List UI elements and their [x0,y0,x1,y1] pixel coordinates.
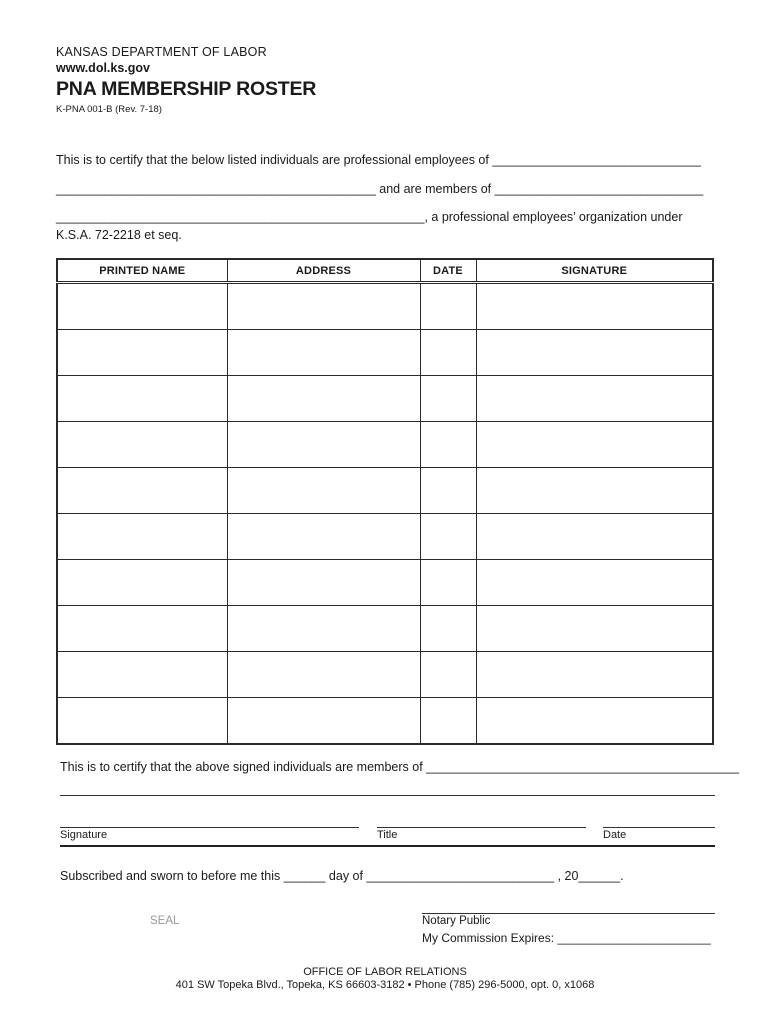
signature-label: Signature [60,829,108,841]
address-cell[interactable] [227,698,420,745]
commission-expires: My Commission Expires: _______________________ [422,931,711,945]
date-cell[interactable] [420,698,476,745]
date-label: Date [603,829,627,841]
table-row [57,652,713,698]
table-row [57,606,713,652]
signature-line[interactable] [60,827,359,828]
roster-table-wrapper [56,258,714,745]
table-row [57,376,713,422]
seal-label: SEAL [150,915,180,927]
form-number: K-PNA 001-B (Rev. 7-18) [56,104,162,115]
col-date: DATE [420,259,476,283]
members-certify-text: This is to certify that the above signed individuals are members of _____________________________________________ [60,760,739,774]
printed-name-cell[interactable] [57,283,227,330]
table-row [57,514,713,560]
col-address: ADDRESS [227,259,420,283]
signature-cell[interactable] [476,468,713,514]
printed-name-cell[interactable] [57,514,227,560]
printed-name-cell[interactable] [57,422,227,468]
table-row [57,468,713,514]
col-printed-name: PRINTED NAME [57,259,227,283]
printed-name-cell[interactable] [57,330,227,376]
date-cell[interactable] [420,606,476,652]
address-cell[interactable] [227,652,420,698]
printed-name-cell[interactable] [57,376,227,422]
col-signature: SIGNATURE [476,259,713,283]
address-cell[interactable] [227,606,420,652]
date-line[interactable] [603,827,715,828]
certification-line-1: This is to certify that the below listed individuals are professional employees of ______________________________ [56,153,701,167]
signature-cell[interactable] [476,283,713,330]
signature-cell[interactable] [476,330,713,376]
address-cell[interactable] [227,514,420,560]
table-row [57,283,713,330]
notary-public-label: Notary Public [422,915,491,927]
printed-name-cell[interactable] [57,698,227,745]
roster-header-row [57,259,713,283]
date-cell[interactable] [420,514,476,560]
signature-cell[interactable] [476,422,713,468]
signature-cell[interactable] [476,698,713,745]
date-cell[interactable] [420,468,476,514]
agency-name: KANSAS DEPARTMENT OF LABOR [56,45,267,59]
table-row [57,560,713,606]
certification-line-2: ______________________________________________ and are members of ______________________________ [56,182,704,196]
date-cell[interactable] [420,376,476,422]
table-row [57,330,713,376]
agency-website: www.dol.ks.gov [56,61,150,75]
address-cell[interactable] [227,376,420,422]
printed-name-cell[interactable] [57,652,227,698]
signature-cell[interactable] [476,560,713,606]
date-cell[interactable] [420,422,476,468]
address-cell[interactable] [227,422,420,468]
page-title: PNA MEMBERSHIP ROSTER [56,78,317,100]
roster-table [56,258,714,745]
printed-name-cell[interactable] [57,468,227,514]
section-divider [60,845,715,847]
certification-line-4: K.S.A. 72-2218 et seq. [56,228,182,242]
sworn-statement: Subscribed and sworn to before me this ______ day of ___________________________ , 20______. [60,869,624,883]
notary-signature-line[interactable] [422,913,715,914]
address-cell[interactable] [227,330,420,376]
signature-cell[interactable] [476,606,713,652]
signature-cell[interactable] [476,376,713,422]
footer-office: OFFICE OF LABOR RELATIONS [303,966,467,978]
address-cell[interactable] [227,560,420,606]
date-cell[interactable] [420,283,476,330]
printed-name-cell[interactable] [57,560,227,606]
address-cell[interactable] [227,283,420,330]
organization-line[interactable] [60,795,715,796]
table-row [57,422,713,468]
signature-cell[interactable] [476,514,713,560]
table-row [57,698,713,745]
date-cell[interactable] [420,560,476,606]
signature-cell[interactable] [476,652,713,698]
roster-body [57,283,713,745]
certification-line-3: _____________________________________________________, a professional employees’ organization under [56,210,683,224]
title-label: Title [377,829,398,841]
printed-name-cell[interactable] [57,606,227,652]
date-cell[interactable] [420,652,476,698]
address-cell[interactable] [227,468,420,514]
date-cell[interactable] [420,330,476,376]
footer-address: 401 SW Topeka Blvd., Topeka, KS 66603-3182 • Phone (785) 296-5000, opt. 0, x1068 [175,979,595,991]
title-line[interactable] [377,827,586,828]
